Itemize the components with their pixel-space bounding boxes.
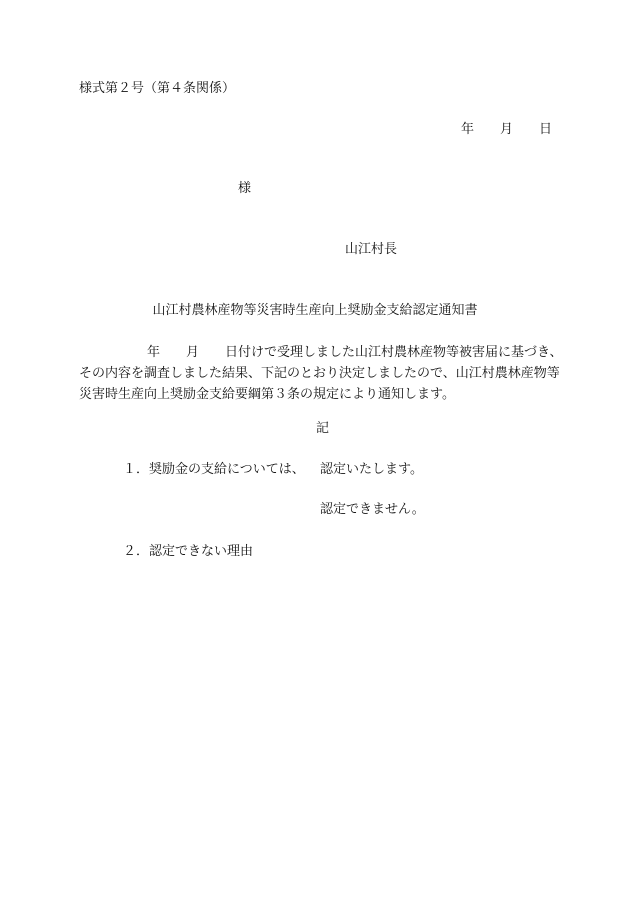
body-line-1-text: 日付けで受理しました山江村農林産物等被害届に基づき、 (225, 345, 563, 360)
ki-heading: 記 (316, 421, 330, 436)
date-year: 年 (461, 122, 475, 137)
date-line (461, 123, 552, 136)
issuer-name: 山江村長 (345, 242, 398, 257)
body-paragraph (79, 342, 579, 405)
document-title: 山江村農林産物等災害時生産向上奨励金支給認定通知書 (152, 303, 478, 318)
body-line-2: その内容を調査しました結果、下記のとおり決定しましたので、山江村農林産物等 (79, 366, 560, 381)
form-number: 様式第２号（第４条関係） (79, 81, 236, 96)
item-1-option-denied: 認定できません。 (320, 502, 425, 517)
date-month: 月 (500, 122, 514, 137)
body-line-1 (79, 342, 579, 363)
body-year: 年 (147, 345, 161, 360)
body-line-3: 災害時生産向上奨励金支給要綱第３条の規定により通知します。 (79, 387, 455, 402)
date-day: 日 (539, 122, 553, 137)
body-month: 月 (186, 345, 200, 360)
item-2-label: ２．認定できない理由 (123, 544, 254, 559)
item-1-option-approved: 認定いたします。 (320, 462, 423, 477)
recipient-suffix: 様 (238, 181, 252, 196)
item-1-label: １．奨励金の支給については、 (123, 462, 305, 477)
